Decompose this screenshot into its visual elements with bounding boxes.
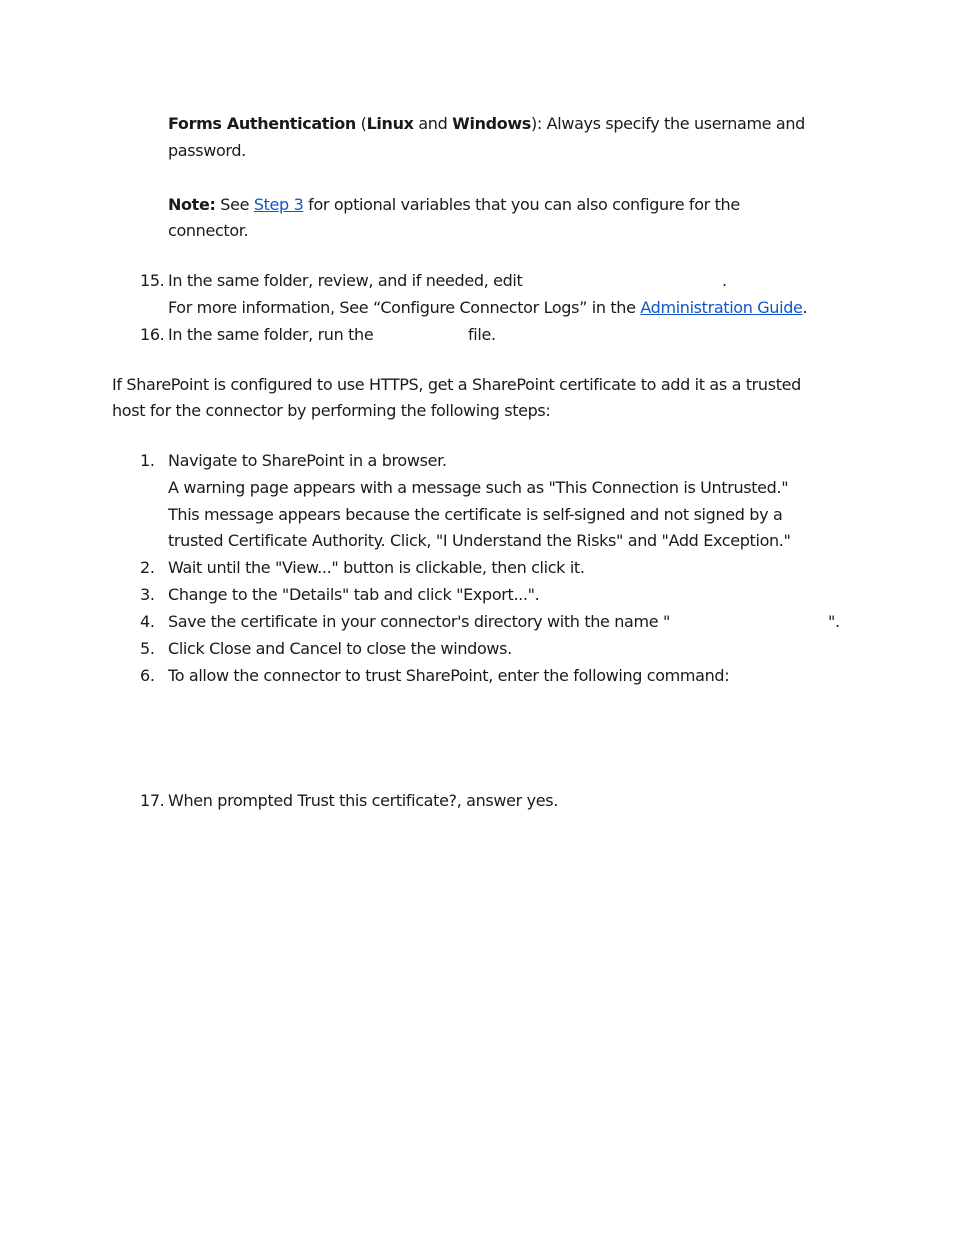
step-17-text: When prompted Trust this certificate?, answer yes. <box>168 791 558 810</box>
note-label: Note: <box>168 195 216 214</box>
substep-4-text: Save the certificate in your connector's directory with the name " <box>168 612 670 631</box>
step-15-more-pre: For more information, See “Configure Connector Logs” in the <box>168 298 641 317</box>
step-16-file: file. <box>468 325 496 344</box>
forms-auth-windows: Windows <box>452 114 531 133</box>
step-16-number: 16. <box>140 325 165 344</box>
note-rest: for optional variables that you can also configure for the <box>303 195 740 214</box>
substep-5-text: Click Close and Cancel to close the windows. <box>168 639 512 658</box>
substep-1-line-1: Navigate to SharePoint in a browser. <box>168 451 447 470</box>
substep-6-number: 6. <box>140 666 155 685</box>
administration-guide-link[interactable]: Administration Guide <box>640 298 803 317</box>
step-15-more-line <box>168 298 807 318</box>
forms-auth-rest: ): Always specify the username and <box>530 114 805 133</box>
substep-3-text: Change to the "Details" tab and click "Export...". <box>168 585 540 604</box>
step-3-link[interactable]: Step 3 <box>253 195 304 214</box>
step-15-number: 15. <box>140 271 165 290</box>
substep-5-number: 5. <box>140 639 155 658</box>
step-17-number: 17. <box>140 791 165 810</box>
forms-auth-and: and <box>413 114 453 133</box>
forms-auth-cont: password. <box>168 141 246 160</box>
forms-auth-title: Forms Authentication <box>168 114 356 133</box>
substep-1-line-3: This message appears because the certificate is self-signed and not signed by a <box>168 505 783 524</box>
substep-4-number: 4. <box>140 612 155 631</box>
note-line <box>168 195 740 215</box>
substep-3-number: 3. <box>140 585 155 604</box>
substep-2-text: Wait until the "View..." button is clickable, then click it. <box>168 558 585 577</box>
substep-4-close-quote: ". <box>828 612 840 631</box>
substep-1-line-2: A warning page appears with a message such as "This Connection is Untrusted." <box>168 478 789 497</box>
substep-1-line-4: trusted Certificate Authority. Click, "I Understand the Risks" and "Add Exception." <box>168 531 791 550</box>
substep-6-text: To allow the connector to trust SharePoint, enter the following command: <box>168 666 730 685</box>
forms-auth-linux: Linux <box>366 114 414 133</box>
forms-auth-paren: ( <box>355 114 367 133</box>
note-cont: connector. <box>168 221 249 240</box>
note-see: See <box>215 195 254 214</box>
https-intro-line-2: host for the connector by performing the following steps: <box>112 401 551 420</box>
https-intro-line-1: If SharePoint is configured to use HTTPS, get a SharePoint certificate to add it as a trusted <box>112 375 801 394</box>
substep-2-number: 2. <box>140 558 155 577</box>
forms-auth-line <box>168 114 805 134</box>
step-15-more-post: . <box>802 298 808 317</box>
substep-1-number: 1. <box>140 451 155 470</box>
step-15-period: . <box>722 271 727 290</box>
step-16-text: In the same folder, run the <box>168 325 374 344</box>
step-15-text: In the same folder, review, and if needed, edit <box>168 271 523 290</box>
